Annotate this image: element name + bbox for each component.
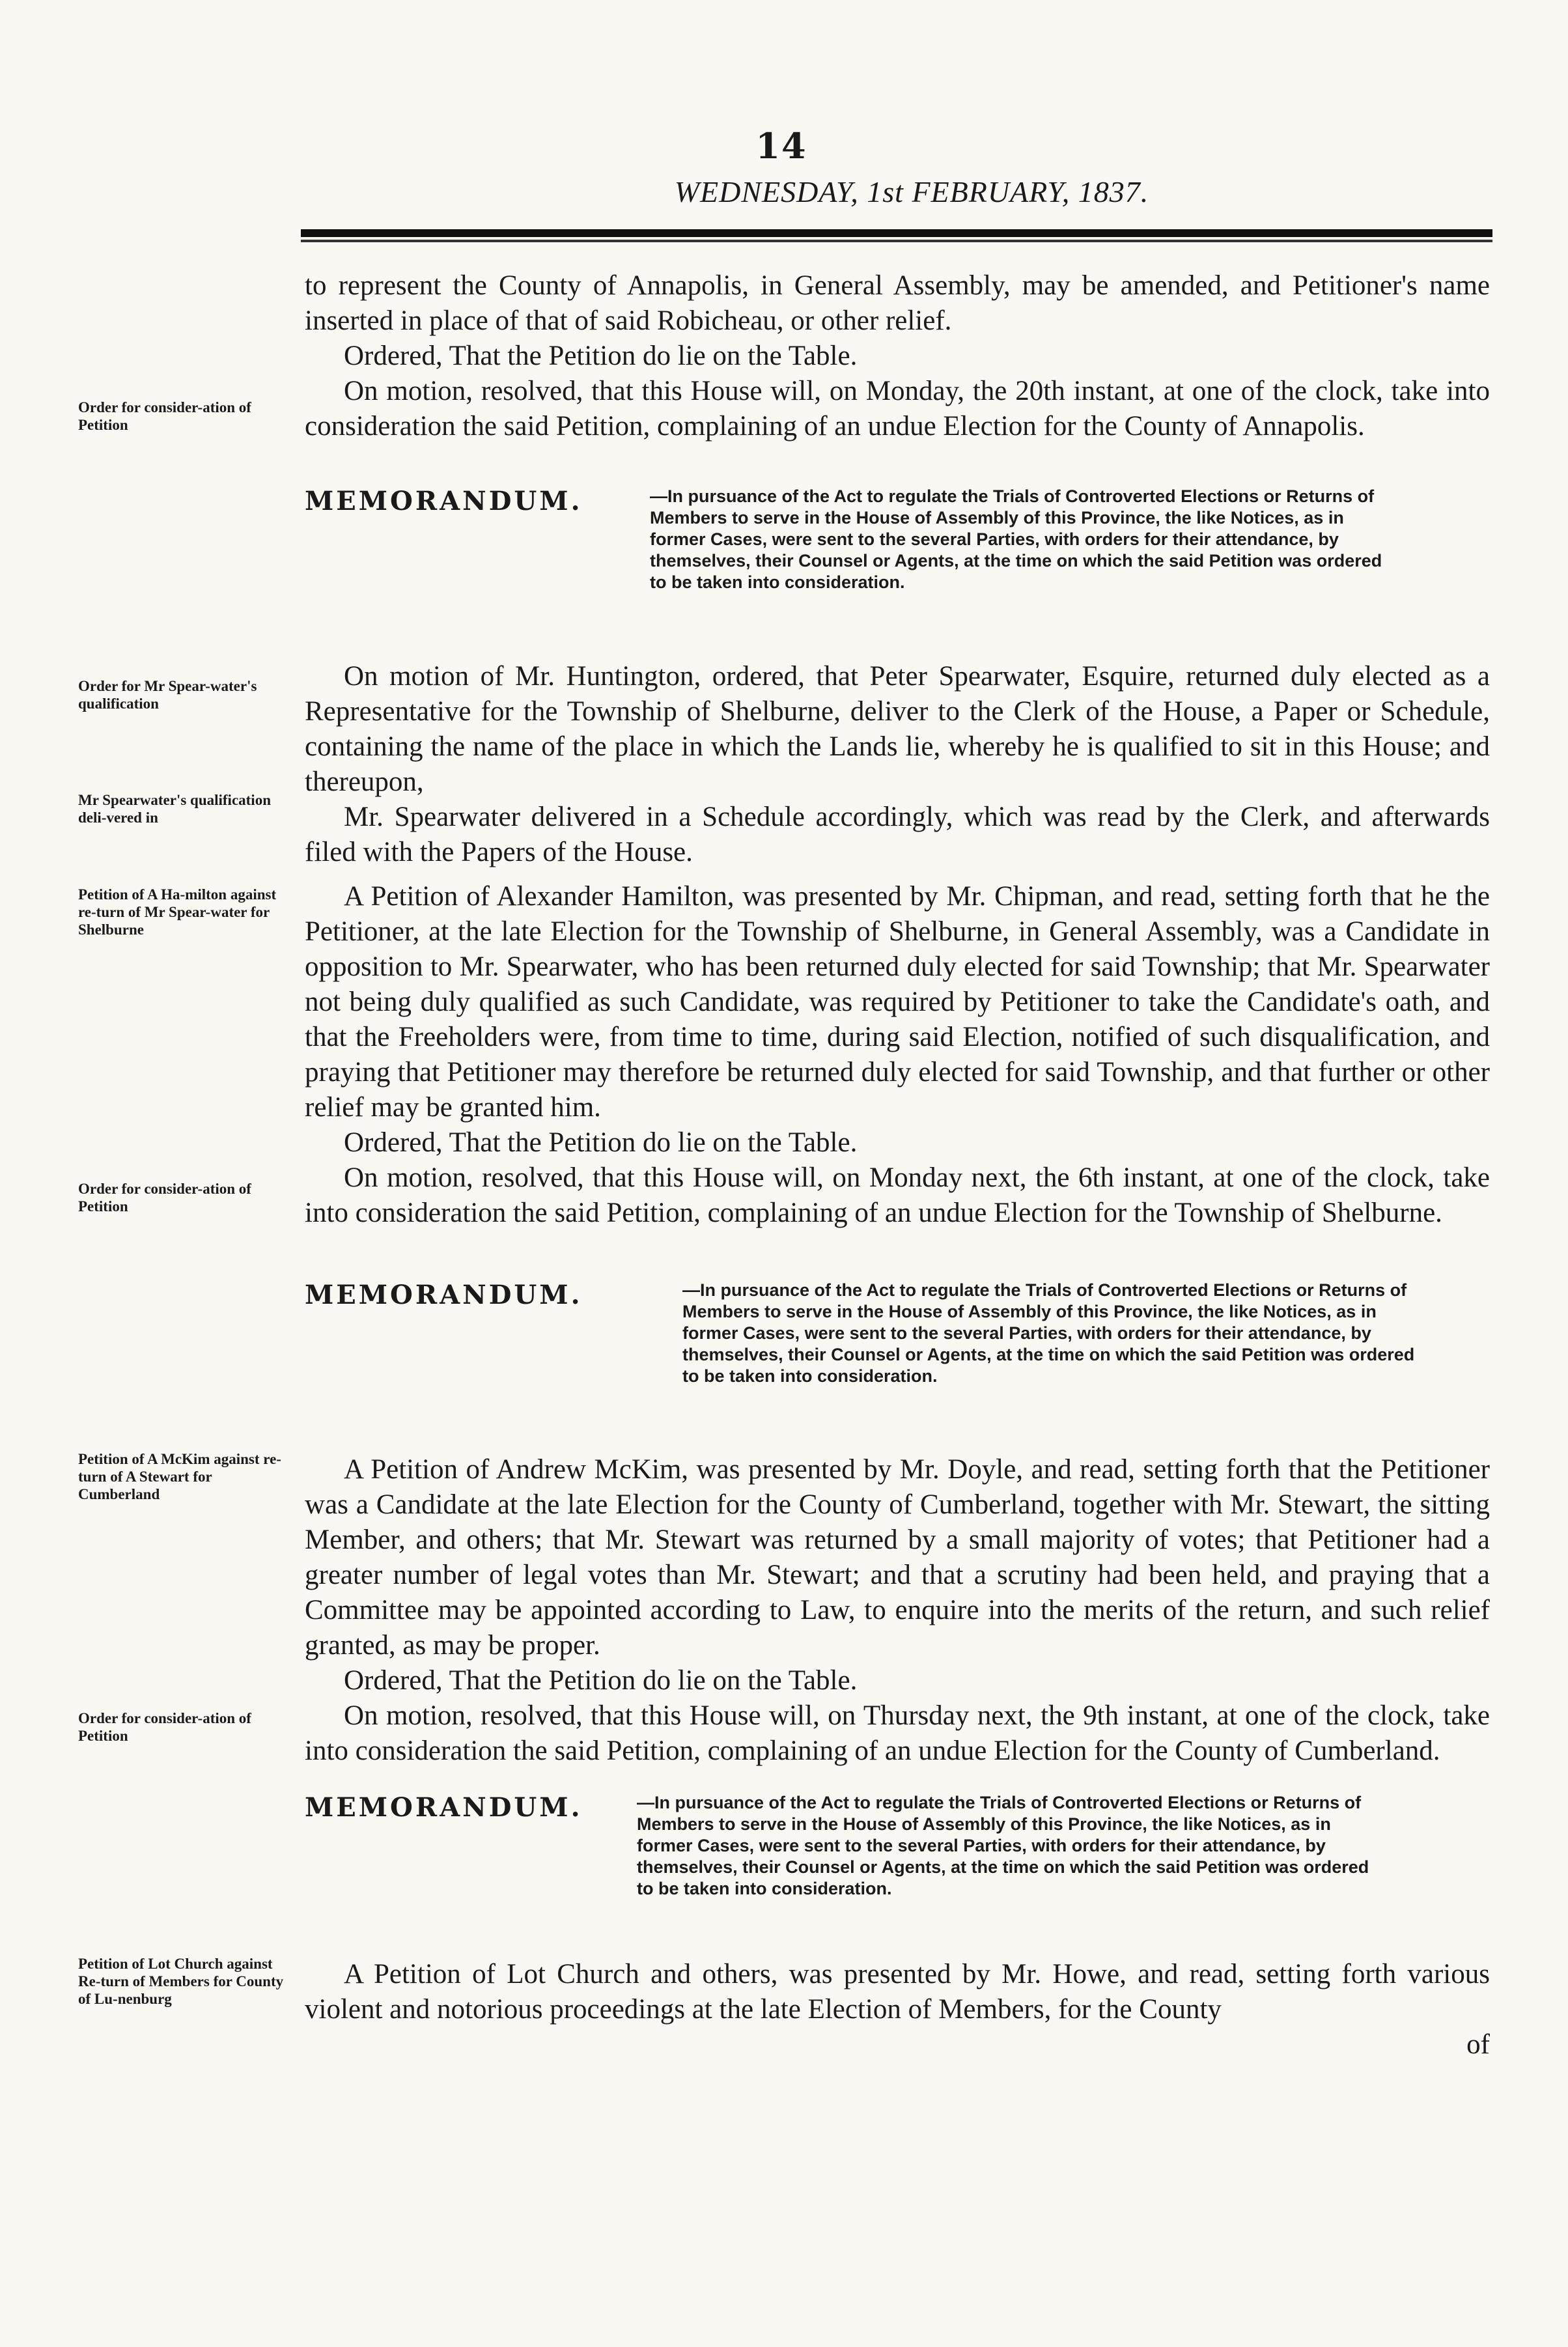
- text-block-cumberland: [305, 1452, 1490, 1769]
- text-block-lunenburg: [305, 1957, 1490, 2062]
- margin-note: Order for Mr Spear-water's qualification: [78, 678, 257, 712]
- memorandum-title: MEMORANDUM.: [305, 1792, 583, 1823]
- text-block-shelburne: [305, 659, 1490, 1231]
- margin-note: Mr Spearwater's qualification deli-vered in: [78, 792, 271, 826]
- memorandum: [305, 1792, 1412, 1942]
- running-head: WEDNESDAY, 1st FEBRUARY, 1837.: [674, 175, 1149, 208]
- margin-note: Petition of A McKim against re-turn of A Stewart for Cumberland: [78, 1451, 281, 1502]
- paragraph: Ordered, That the Petition do lie on the Table.: [344, 1127, 858, 1158]
- header-rule-thin: [301, 240, 1492, 242]
- paragraph: A Petition of Alexander Hamilton, was presented by Mr. Chipman, and read, setting forth that he the Petitioner, at the late Election for the Township of Shelburne, in General Assembly, was a Candidate in opposition to Mr. Spearwater, who has been returned duly elected for said Township; that Mr. Spearwater not being duly qualified as such Candidate, was required by Petitioner to take the Candidate's oath, and that the Freeholders were, from time to time, during said Election, notified of such disqualification, and praying that Petitioner may therefore be returned duly elected for said Township, and that further or other relief may be granted him.: [305, 881, 1490, 1123]
- margin-note: Petition of A Ha-milton against re-turn of Mr Spear-water for Shelburne: [78, 886, 277, 938]
- paragraph: to represent the County of Annapolis, in General Assembly, may be amended, and Petitioner's name inserted in place of that of said Robicheau, or other relief.: [305, 270, 1490, 336]
- paragraph: On motion, resolved, that this House will, on Monday, the 20th instant, at one of the clock, take into consideration the said Petition, complaining of an undue Election for the County of Annapolis.: [305, 376, 1490, 442]
- margin-note: Order for consider-ation of Petition: [78, 399, 251, 433]
- memorandum: [305, 486, 1412, 642]
- memorandum: [305, 1280, 1415, 1429]
- paragraph: On motion, resolved, that this House will, on Monday next, the 6th instant, at one of the clock, take into consideration the said Petition, complaining of an undue Election for the Township of Shelburne.: [305, 1162, 1490, 1228]
- paragraph: A Petition of Andrew McKim, was presented by Mr. Doyle, and read, setting forth that the Petitioner was a Candidate at the late Election for the County of Cumberland, together with Mr. Stewart, the sitting Member, and others; that Mr. Stewart was returned by a small majority of votes; that Petitioner had a greater number of legal votes than Mr. Stewart; and that a scrutiny had been held, and praying that a Committee may be appointed according to Law, to enquire into the merits of the return, and such relief granted, as may be proper.: [305, 1454, 1490, 1661]
- paragraph: A Petition of Lot Church and others, was presented by Mr. Howe, and read, setting forth various violent and notorious proceedings at the late Election of Members, for the County: [305, 1959, 1490, 2025]
- paragraph: Ordered, That the Petition do lie on the Table.: [344, 341, 858, 371]
- memorandum-text: —In pursuance of the Act to regulate the Trials of Controverted Elections or Returns of Members to serve in the House of Assembly of this Province, the like Notices, as in former Cases, were sent to the several Parties, with orders for their attendance, by themselves, their Counsel or Agents, at the time on which the said Petition was ordered to be taken into consideration.: [650, 486, 1382, 592]
- text-block-annapolis: [305, 268, 1490, 444]
- paragraph: Ordered, That the Petition do lie on the Table.: [344, 1665, 858, 1696]
- header-rule: [301, 229, 1492, 237]
- catchword: of: [1466, 2029, 1490, 2060]
- memorandum-text: —In pursuance of the Act to regulate the Trials of Controverted Elections or Returns of Members to serve in the House of Assembly of this Province, the like Notices, as in former Cases, were sent to the several Parties, with orders for their attendance, by themselves, their Counsel or Agents, at the time on which the said Petition was ordered to be taken into consideration.: [682, 1280, 1415, 1386]
- memorandum-title: MEMORANDUM.: [305, 1280, 583, 1310]
- margin-note: Order for consider-ation of Petition: [78, 1710, 251, 1744]
- memorandum-title: MEMORANDUM.: [305, 486, 583, 516]
- margin-note: Petition of Lot Church against Re-turn of Members for County of Lu-nenburg: [78, 1956, 284, 2007]
- paragraph: Mr. Spearwater delivered in a Schedule accordingly, which was read by the Clerk, and afterwards filed with the Papers of the House.: [305, 802, 1490, 867]
- memorandum-text: —In pursuance of the Act to regulate the Trials of Controverted Elections or Returns of Members to serve in the House of Assembly of this Province, the like Notices, as in former Cases, were sent to the several Parties, with orders for their attendance, by themselves, their Counsel or Agents, at the time on which the said Petition was ordered to be taken into consideration.: [637, 1793, 1369, 1898]
- page-number: 14: [755, 125, 807, 167]
- margin-note: Order for consider-ation of Petition: [78, 1181, 251, 1215]
- paragraph: On motion, resolved, that this House will, on Thursday next, the 9th instant, at one of the clock, take into consideration the said Petition, complaining of an undue Election for the County of Cumberland.: [305, 1700, 1490, 1766]
- paragraph: On motion of Mr. Huntington, ordered, that Peter Spearwater, Esquire, returned duly elected as a Representative for the Township of Shelburne, deliver to the Clerk of the House, a Paper or Schedule, containing the name of the place in which the Lands lie, whereby he is qualified to sit in this House; and thereupon,: [305, 661, 1490, 797]
